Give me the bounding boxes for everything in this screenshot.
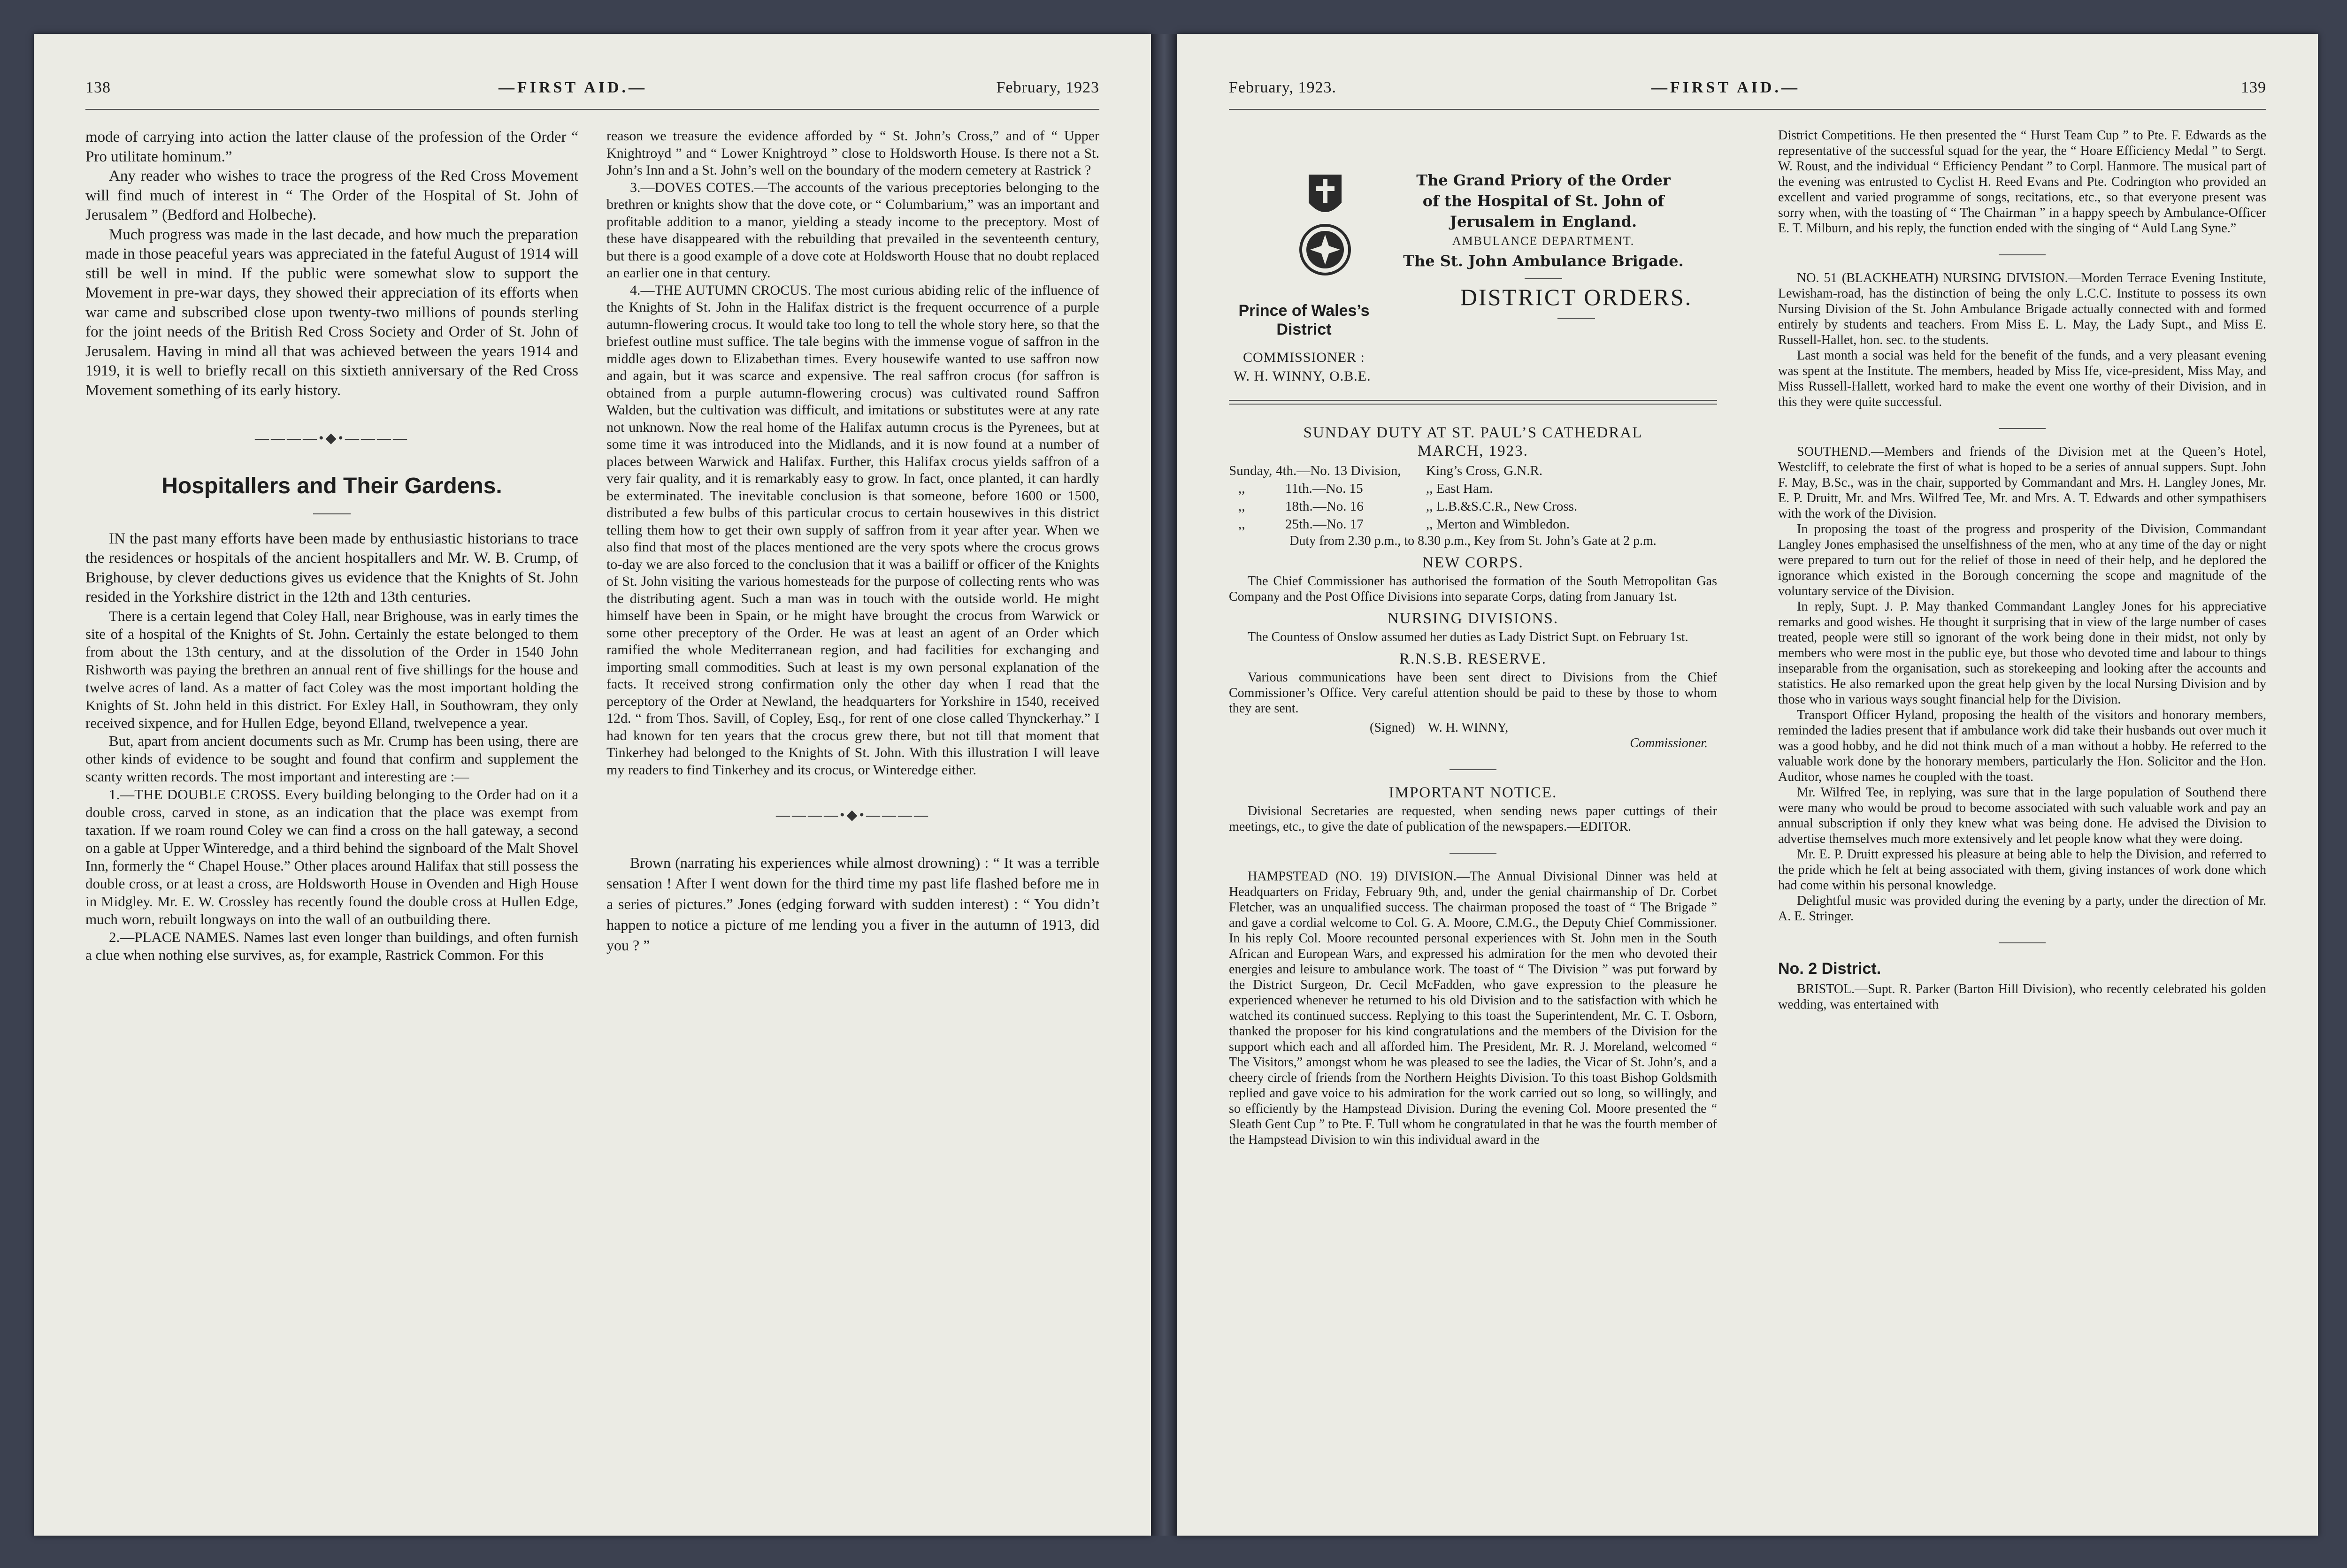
brigade-line: The St. John Ambulance Brigade. (1403, 252, 1684, 270)
paragraph: Much progress was made in the last decade, and how much the preparation made in those peaceful years was appreciated in the fateful August of 1914 will still be well in mind. If the public were somewhat slow to support the Movement in pre-war days, they showed their appreciation of its efforts when war came and subscribed close upon twenty-two millions of pounds sterling for the joint needs of the British Red Cross Society and Order of St. John of Jerusalem. Having in mind all that was achieved between the years 1914 and 1919, it is well to briefly recall on this sixtieth anniversary of the Red Cross Movement something of its early history. (85, 226, 578, 399)
duty-place: King’s Cross, G.N.R. (1426, 463, 1543, 478)
section-heading: SUNDAY DUTY AT ST. PAUL’S CATHEDRAL (1303, 424, 1643, 441)
right-running-head (1229, 79, 2266, 107)
priory-line: of the Hospital of St. John of (1422, 192, 1664, 210)
section-dash (1778, 932, 2266, 947)
page-number: 139 (2241, 79, 2266, 96)
section-subheading: MARCH, 1923. (1418, 443, 1528, 459)
duty-date: 4th.—No. 13 Division, (1276, 463, 1401, 478)
paragraph: District Competitions. He then presented the “ Hurst Team Cup ” to Pte. F. Edwards as the representative of the successful squad for the year, the “ Hoare Efficiency Medal ” to Sergt. W. Roust, and the individual “ Efficiency Pendant ” to Corpl. Hanmore. The musical part of the evening was entrusted to Cyclist H. Reed Evans and Pte. Codrington who provided an excellent and varied programme of songs, recitations, etc., so that everyone present was sorry when, with the toasting of “ The Chairman ” in a happy speech by Ambulance-Officer E. T. Milburn, and his reply, the function ended with the singing of “ Auld Lang Syne.” (1778, 128, 2266, 236)
right-page (1177, 34, 2318, 1536)
paragraph: BRISTOL.—Supt. R. Parker (Barton Hill Division), who recently celebrated his golden wedding, was entertained with (1778, 982, 2266, 1012)
paragraph: Divisional Secretaries are requested, when sending news paper cuttings of their meetings, etc., to give the date of publication of the newspapers.—EDITOR. (1229, 804, 1717, 834)
paragraph: SOUTHEND.—Members and friends of the Division met at the Queen’s Hotel, Westcliff, to celebrate the first of what is hoped to be a series of annual suppers. Supt. John F. May, B.Sc., was in the chair, supported by Commandant and Mrs. H. Langley Jones, Mr. E. P. Druitt, Mr. and Mrs. Wilfred Tee, Mr. and Mrs. A. T. Edwards and other sympathisers with the work of the Division. (1778, 444, 2266, 521)
duty-date: 11th.—No. 15 (1285, 481, 1363, 496)
paragraph: IN the past many efforts have been made by enthusiastic historians to trace the residences or hospitals of the ancient hospitallers and Mr. W. B. Crump, of Brighouse, by clever deductions gives us evidence that the Knights of St. John resided in the Yorkshire district in the 12th and 13th centuries. (85, 530, 578, 605)
paragraph: There is a certain legend that Coley Hall, near Brighouse, was in early times the site of a hospital of the Knights of St. John. Certainly the estate belonged to them from about the 13th century, and at the dissolution of the Order in 1540 John Rishworth was paying the brethren an annual rent of five shillings for the house and twelve acres of land. As a matter of fact Coley was the most important holding the Knights of St. John held in this district. For Exley Hall, in Southowram, they only received sixpence, and for Hullen Edge, beyond Elland, twelvepence a year. (85, 607, 578, 731)
anecdote-paragraph: Brown (narrating his experiences while almost drowning) : “ It was a terrible sensation ! After I went down for the third time my past life flashed before me in a series of pictures.” Jones (edging forward with sudden interest) : “ You didn’t happen to notice a picture of me lending you a fiver in the autumn of 1913, did you ? ” (606, 854, 1099, 954)
paragraph: Last month a social was held for the benefit of the funds, and a very pleasant evening was spent at the Institute. The members, headed by Miss Ife, vice-president, Miss May, and Miss Russell-Hallett, worked hard to make the event one worthy of their Division, and in this they were quite successful. (1778, 348, 2266, 409)
duty-date: 25th.—No. 17 (1285, 517, 1364, 532)
ornament-separator: ————•◆•———— (775, 807, 930, 823)
commissioner-name: W. H. WINNY, O.B.E. (1234, 368, 1371, 384)
journal-title: —FIRST AID.— (1651, 79, 1800, 96)
header-rule (1229, 109, 2266, 110)
journal-title: —FIRST AID.— (499, 79, 647, 96)
duty-row (1229, 515, 1717, 533)
signature: (Signed) W. H. WINNY, (1370, 720, 1509, 735)
heading-dash (85, 500, 578, 520)
paragraph: 4.—THE AUTUMN CROCUS. The most curious abiding relic of the influence of the Knights of St. John in the Halifax district is the frequent occurrence of a purple autumn-flowering crocus. It would take too long to tell the whole story here, so that the briefest outline must suffice. The tale begins with the immense vogue of saffron in the middle ages down to Elizabethan times. Every housewife wanted to use saffron now and again, but it was scarce and expensive. The real saffron crocus (for saffron is obtained from a purple autumn-flowering crocus) was cultivated round Saffron Walden, but the cultivation was difficult, and imitations or substitutes were at any rate not unknown. Now the real home of the Halifax autumn crocus is the Pyrenees, but at some time it was introduced into the Midlands, and it is now found at a number of places between Warwick and Halifax. Further, this Halifax crocus yields saffron of a very fair quality, and it is remarkably easy to grow. In fact, once planted, it can hardly be exterminated. The inevitable conclusion is that someone, before 1600 or 1500, distributed a few bulbs of this particular crocus to certain housewives in this district telling them how to get their own supply of saffron from it year after year. When we also find that most of the places mentioned are the very spots where the crocus grows to-day we are also forced to the conclusion that it was a bailiff or officer of the Knights of St. John visiting the various homesteads for the purpose of collecting rents who was the distributing agent. Such a man was in touch with the outside world. He might himself have been in Spain, or he might have brought the crocus from Warwick or some other preceptory of the Order. He was at least an agent of an Order which ramified the whole Mediterranean region, and had facilities for exchanging and importing small commodities. Such at least is my own personal explanation of the facts. It received strong confirmation only the other day when I read that the perceptory of the Order at Newland, the headquarters for Yorkshire in 1540, received 12d. “ from Thos. Savill, of Copley, Esq., for rent of one close called Thynckerhay.” I had known for ten years that the crocus grew there, but not till that moment that Tinkerhey had belonged to the Knights of St. John. With this illustration I will leave my readers to find Tinkerhey and its crocus, or Winteredge either. (606, 282, 1099, 778)
duty-day: ,, (1238, 481, 1245, 496)
paragraph: 3.—DOVES COTES.—The accounts of the various preceptories belonging to the brethren or knights show that the dove cote, or “ Columbarium,” was an important and profitable addition to a manor, yielding a steady income to the preceptory. Most of these have disappeared with the rebuilding that prevailed in the seventeenth century, but there is a good example of a dove cote at Holdsworth House that no doubt replaced an earlier one in that century. (606, 179, 1099, 281)
duty-place: ,, East Ham. (1426, 481, 1493, 496)
paragraph: Mr. E. P. Druitt expressed his pleasure at being able to help the Division, and referred to the pride which he felt at being associated with them, giving instances of work done which had come within his personal knowledge. (1778, 847, 2266, 893)
duty-day: ,, (1238, 499, 1245, 514)
left-running-head (85, 79, 1099, 107)
paragraph: reason we treasure the evidence afforded by “ St. John’s Cross,” and of “ Upper Knightroyd ” and “ Lower Knightroyd ” close to Holdsworth House. Is there not a St. John’s Inn and a St. John’s well on the boundary of the modern cemetery at Rastrick ? (606, 128, 1099, 178)
duty-date: 18th.—No. 16 (1285, 499, 1364, 514)
paragraph: But, apart from ancient documents such as Mr. Crump has been using, there are other kinds of evidence to be sought and found that confirm and supplement the scanty written records. The most important and interesting are :— (85, 732, 578, 785)
paragraph: 1.—THE DOUBLE CROSS. Every building belonging to the Order had on it a double cross, carved in stone, as an indication that the place was exempt from taxation. If we roam round Coley we can find a cross on the hall gateway, a second on a gable at Upper Winteredge, and a third behind the signboard of the Malt Shovel Inn, formerly the “ Chapel House.” Other places around Halifax that still possess the double cross, or at least a cross, are Holdsworth House in Ovenden and High House in Midgley. Mr. E. W. Crossley has recently found the double cross at Hullen Edge, much worn, rebuilt longways on into the wall of an outbuilding there. (85, 786, 578, 927)
issue-date: February, 1923. (1229, 79, 1337, 96)
duty-row (1229, 497, 1717, 515)
signature-role: Commissioner. (1630, 736, 1708, 750)
duty-roster (1229, 462, 1717, 533)
section-dash (1229, 842, 1717, 857)
page-number: 138 (85, 79, 111, 96)
section-dash (1778, 417, 2266, 433)
paragraph: Delightful music was provided during the evening by a party, under the direction of Mr. A. E. Stringer. (1778, 894, 2266, 924)
duty-row (1229, 480, 1717, 497)
masthead-dash (1374, 273, 1712, 282)
book-spine (1151, 34, 1177, 1536)
district-heading: No. 2 District. (1778, 960, 1881, 978)
duty-row (1229, 462, 1717, 480)
section-heading: IMPORTANT NOTICE. (1388, 784, 1557, 801)
left-column-2 (606, 128, 1099, 956)
priory-line: The Grand Priory of the Order (1416, 171, 1671, 189)
district-orders-masthead (1234, 170, 1712, 433)
issue-date: February, 1923 (996, 79, 1099, 96)
paragraph: Transport Officer Hyland, proposing the health of the visitors and honorary members, reminded the ladies present that if ambulance work did take their husbands out over much it was a good hobby, and he did not think much of a man without a hobby. He referred to the valuable work done by the honorary members, particularly the Hon. Solicitor and the Hon. Auditor, whose names he coupled with the toast. (1778, 708, 2266, 784)
section-heading: NEW CORPS. (1422, 554, 1524, 571)
article-heading: Hospitallers and Their Gardens. (161, 473, 502, 498)
duty-day: Sunday, (1229, 463, 1273, 478)
masthead-dash (1440, 313, 1712, 321)
district-orders-title: DISTRICT ORDERS. (1460, 284, 1693, 310)
paragraph: mode of carrying into action the latter clause of the profession of the Order “ Pro utilitate hominum.” (85, 129, 578, 165)
paragraph: In reply, Supt. J. P. May thanked Commandant Langley Jones for his appreciative remarks and good wishes. He thought it surprising that in view of the large number of cases treated, people were still so ignorant of the work being done in their midst, not only by members who were most in the public eye, but those who devoted time and labour to things inseparable from the organisation, such as storekeeping and looking after the accounts and statistics. He also remarked upon the great help given by the local Nursing Division and by those who in various ways sought financial help for the Division. (1778, 599, 2266, 707)
left-page (34, 34, 1151, 1536)
department-line: AMBULANCE DEPARTMENT. (1452, 234, 1635, 248)
left-column-1 (85, 128, 578, 964)
right-column-1 (1229, 419, 1717, 1147)
right-column-2 (1778, 128, 2266, 1012)
section-heading: NURSING DIVISIONS. (1387, 610, 1559, 627)
paragraph: 2.—PLACE NAMES. Names last even longer than buildings, and often furnish a clue when nothing else survives, as, for example, Rastrick Common. For this (85, 928, 578, 963)
header-rule (85, 109, 1099, 110)
district-name: District (1276, 321, 1332, 338)
masthead-rule (1229, 400, 1717, 405)
district-name: Prince of Wales’s (1238, 302, 1370, 320)
paragraph: HAMPSTEAD (NO. 19) DIVISION.—The Annual Divisional Dinner was held at Headquarters on Friday, February 9th, and, under the genial chairmanship of Dr. Corbet Fletcher, was an unqualified success. The chairman proposed the toast of “ The Brigade ” and gave a cordial welcome to Col. G. A. Moore, C.M.G., the Deputy Chief Commissioner. In his reply Col. Moore recounted personal experiences with St. John men in the South African and European Wars, and expressed his admiration for the men who devoted their energies and leisure to ambulance work. The toast of “ The Division ” was put forward by the District Surgeon, Dr. Cecil McFadden, who gave expression to the pleasure he experienced whenever he returned to his old Division and to the satisfaction with which he watched its continued success. Replying to this toast the Superintendent, Mr. C. T. Osborn, thanked the proposer for his kind congratulations and the members of the Division for the support which each and all afforded him. The President, Mr. R. J. Moreland, welcomed “ The Visitors,” amongst whom he was pleased to see the ladies, the Vicar of St. John’s, and a cheery circle of friends from the Northern Heights Division. To this toast Bishop Goldsmith replied and gave voice to his admiration for the work carried out so long, so willingly, and so efficiently by the Hampstead Division. During the evening Col. Moore presented the “ Sleath Gent Cup ” to Pte. F. Tull whom he congratulated in that he was the fourth member of the Hampstead Division to win this individual award in the (1229, 869, 1717, 1147)
duty-day: ,, (1238, 517, 1245, 532)
order-crest-icon (1299, 170, 1351, 278)
duty-note: Duty from 2.30 p.m., to 8.30 p.m., Key from St. John’s Gate at 2 p.m. (1289, 534, 1657, 548)
priory-line: Jerusalem in England. (1450, 213, 1637, 230)
paragraph: The Countess of Onslow assumed her duties as Lady District Supt. on February 1st. (1248, 630, 1688, 644)
duty-place: ,, L.B.&S.C.R., New Cross. (1426, 499, 1578, 514)
commissioner-label: COMMISSIONER : (1243, 350, 1365, 365)
section-dash (1229, 758, 1717, 774)
section-dash (1778, 244, 2266, 259)
paragraph: Any reader who wishes to trace the progress of the Red Cross Movement will find much of interest in “ The Order of the Hospital of St. John of Jerusalem ” (Bedford and Holbeche). (85, 168, 578, 223)
paragraph: Various communications have been sent direct to Divisions from the Chief Commissioner’s Office. Very careful attention should be paid to these by those to whom they are sent. (1229, 670, 1717, 716)
section-heading: R.N.S.B. RESERVE. (1399, 650, 1547, 667)
paragraph: The Chief Commissioner has authorised the formation of the South Metropolitan Gas Company and the Post Office Divisions into separate Corps, dating from January 1st. (1229, 574, 1717, 604)
paragraph: NO. 51 (BLACKHEATH) NURSING DIVISION.—Morden Terrace Evening Institute, Lewisham-road, has the distinction of being the only L.C.C. Institute to possess its own Nursing Division of the St. John Ambulance Brigade actually connected with and formed entirely by students and teachers. From Miss E. L. May, the Lady Supt., and Miss E. Russell-Hallet, hon. sec. to the students. (1778, 271, 2266, 347)
paragraph: Mr. Wilfred Tee, in replying, was sure that in the large population of Southend there were many who would be proud to become associated with such valuable work and pay an annual subscription if only they knew what was being done. He advised the Division to advertise themselves much more extensively and let people know what they were doing. (1778, 785, 2266, 846)
ornament-separator: ————•◆•———— (254, 430, 409, 446)
paragraph: In proposing the toast of the progress and prosperity of the Division, Commandant Langley Jones emphasised the unselfishness of the men, who at any time of the day or night were prepared to turn out for the relief of those in need of their help, and he deplored the ignorance which existed in the Borough concerning the scope and magnitude of the voluntary service of the Division. (1778, 522, 2266, 598)
duty-place: ,, Merton and Wimbledon. (1426, 517, 1570, 532)
